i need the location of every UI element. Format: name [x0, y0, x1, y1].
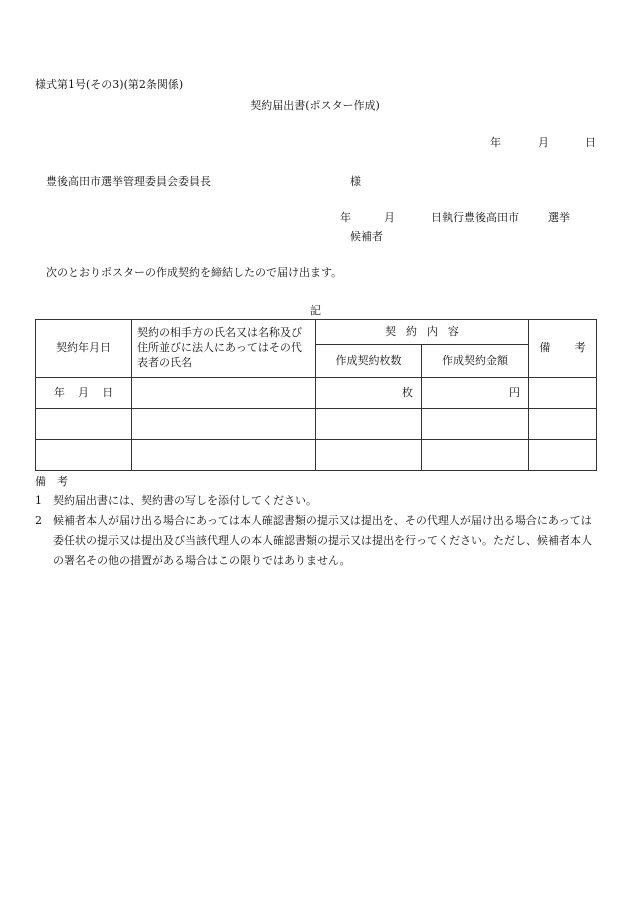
row-year-label: 年	[53, 385, 65, 399]
row-amount-cell[interactable]	[422, 440, 529, 471]
header-remarks	[529, 320, 597, 378]
row-count-unit: 枚	[402, 385, 413, 399]
row-remarks-cell[interactable]	[529, 409, 597, 440]
note-number: 1	[35, 494, 42, 507]
table-row	[36, 440, 597, 471]
document-title: 契約届出書(ポスター作成)	[250, 99, 380, 112]
header-contract-count: 作成契約枚数	[316, 345, 422, 378]
header-remarks-char-1: 備	[539, 341, 551, 355]
row-party-cell[interactable]	[132, 440, 316, 471]
note-item	[35, 491, 596, 511]
date-year-label: 年	[490, 136, 501, 149]
row-count-cell[interactable]	[316, 440, 422, 471]
contract-table	[35, 319, 597, 471]
date-month-label: 月	[538, 136, 549, 149]
election-date-text: 日執行豊後高田市	[431, 211, 519, 224]
row-date-cell[interactable]	[36, 409, 132, 440]
row-count-cell[interactable]	[316, 378, 422, 409]
row-party-cell[interactable]	[132, 378, 316, 409]
note-text: 契約届出書には、契約書の写しを添付してください。	[53, 494, 317, 507]
row-count-cell[interactable]	[316, 409, 422, 440]
row-amount-cell[interactable]	[422, 378, 529, 409]
note-item	[35, 511, 596, 571]
addressee: 豊後高田市選挙管理委員会委員長	[46, 175, 211, 188]
row-remarks-cell[interactable]	[529, 378, 597, 409]
election-year-label: 年	[340, 211, 351, 224]
row-month-label: 月	[78, 385, 89, 399]
body-text: 次のとおりポスターの作成契約を締結したので届け出ます。	[46, 266, 343, 279]
election-name-label: 選挙	[548, 211, 570, 224]
addressee-honorific: 様	[350, 175, 361, 188]
row-amount-cell[interactable]	[422, 409, 529, 440]
candidate-label: 候補者	[350, 230, 383, 243]
election-month-label: 月	[384, 211, 395, 224]
header-contract-party: 契約の相手方の氏名又は名称及び住所並びに法人にあってはその代表者の氏名	[132, 320, 316, 378]
table-row	[36, 409, 597, 440]
header-contract-date: 契約年月日	[36, 320, 132, 378]
date-day-label: 日	[585, 136, 596, 149]
header-contract-amount: 作成契約金額	[422, 345, 529, 378]
row-day-label: 日	[102, 385, 114, 399]
row-party-cell[interactable]	[132, 409, 316, 440]
record-label: 記	[310, 304, 321, 317]
note-text: 候補者本人が届け出る場合にあっては本人確認書類の提示又は提出を、その代理人が届け出る場合にあっては委任状の提示又は提出及び当該代理人の本人確認書類の提示又は提出を行ってください。ただし、候補者本人の署名その他の措置がある場合はこの限りではありません。	[53, 514, 592, 567]
note-number: 2	[35, 514, 42, 527]
row-amount-unit: 円	[509, 385, 520, 399]
header-remarks-char-2: 考	[574, 341, 586, 355]
row-date-cell[interactable]	[36, 440, 132, 471]
header-contract-content: 契約内容	[316, 320, 529, 345]
form-number: 様式第1号(その3)(第2条関係)	[35, 78, 184, 91]
notes-heading: 備 考	[35, 475, 68, 488]
row-date-cell[interactable]	[36, 378, 132, 409]
row-remarks-cell[interactable]	[529, 440, 597, 471]
table-row	[36, 378, 597, 409]
